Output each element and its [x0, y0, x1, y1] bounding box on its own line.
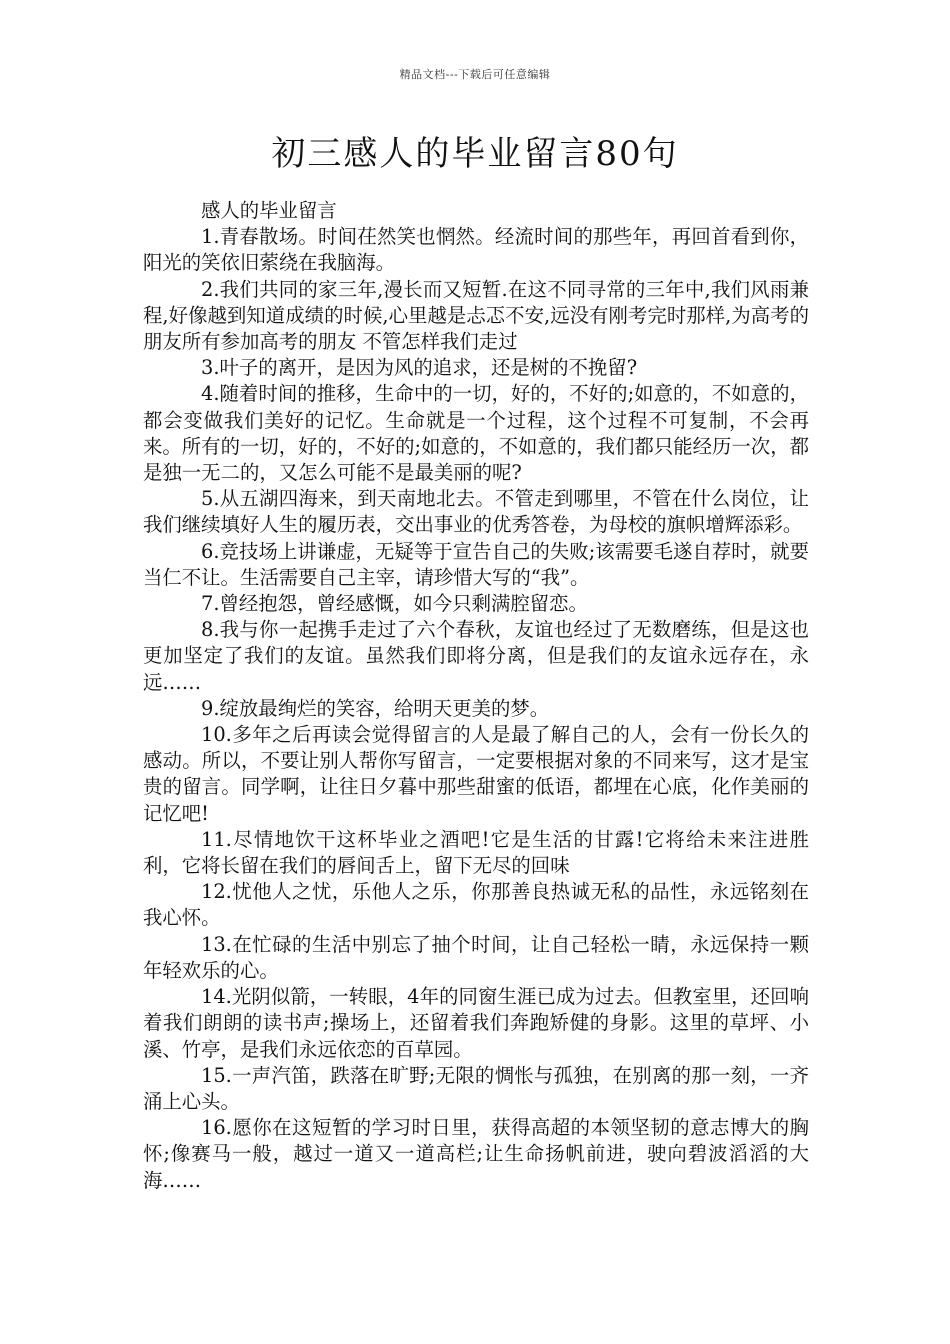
- document-title: 初三感人的毕业留言80句: [271, 134, 679, 174]
- paragraph-16: 16.愿你在这短暂的学习时日里，获得高超的本领坚韧的意志博大的胸怀;像赛马一般，越过一道又一道高栏;让生命扬帆前进，驶向碧波滔滔的大海……: [143, 1116, 809, 1192]
- paragraph-9: 9.绽放最绚烂的笑容，给明天更美的梦。: [201, 696, 550, 720]
- paragraph-10: 10.多年之后再读会觉得留言的人是最了解自己的人，会有一份长久的感动。所以，不要让别人帮你写留言，一定要根据对象的不同来写，这才是宝贵的留言。同学啊，让往日夕暮中那些甜蜜的低语，都埋在心底，化作美丽的记忆吧!: [143, 723, 809, 825]
- paragraph-13: 13.在忙碌的生活中别忘了抽个时间，让自己轻松一睛，永远保持一颗年轻欢乐的心。: [143, 932, 809, 982]
- paragraph-3: 3.叶子的离开，是因为风的追求，还是树的不挽留?: [201, 356, 638, 380]
- paragraph-6: 6.竞技场上讲谦虚，无疑等于宣告自己的失败;该需要毛遂自荐时，就要当仁不让。生活需要自己主宰，请珍惜大写的“我”。: [143, 539, 809, 589]
- paragraph-14: 14.光阴似箭，一转眼，4年的同窗生涯已成为过去。但教室里，还回响着我们朗朗的读书声;操场上，还留着我们奔跑矫健的身影。这里的草坪、小溪、竹亭，是我们永远依恋的百草园。: [143, 985, 809, 1061]
- paragraph-2: 2.我们共同的家三年,漫长而又短暂.在这不同寻常的三年中,我们风雨兼程,好像越到知道成绩的时候,心里越是忐忑不安,远没有刚考完时那样,为高考的朋友所有参加高考的朋友 不管怎样我们走过: [143, 277, 809, 354]
- paragraph-7: 7.曾经抱怨，曾经感慨，如今只剩满腔留恋。: [201, 592, 588, 616]
- paragraph-15: 15.一声汽笛，跌落在旷野;无限的惆怅与孤独，在别离的那一刻，一齐涌上心头。: [143, 1063, 809, 1113]
- header-note: 精品文档---下载后可任意编辑: [399, 68, 551, 81]
- paragraph-11: 11.尽情地饮干这杯毕业之酒吧!它是生活的甘露!它将给未来注进胜利，它将长留在我们的唇间舌上，留下无尽的回味: [143, 827, 809, 878]
- paragraph-5: 5.从五湖四海来，到天南地北去。不管走到哪里，不管在什么岗位，让我们继续填好人生的履历表，交出事业的优秀答卷，为母校的旗帜增辉添彩。: [143, 487, 809, 537]
- document-body: [143, 198, 809, 1194]
- paragraph-8: 8.我与你一起携手走过了六个春秋，友谊也经过了无数磨练，但是这也更加坚定了我们的友谊。虽然我们即将分离，但是我们的友谊永远存在，永远……: [143, 618, 809, 694]
- paragraph-12: 12.忧他人之忧，乐他人之乐，你那善良热诚无私的品性，永远铭刻在我心怀。: [143, 880, 809, 930]
- paragraph-1: 1.青春散场。时间茌然笑也惘然。经流时间的那些年，再回首看到你，阳光的笑依旧萦绕在我脑海。: [143, 225, 809, 275]
- document-subtitle: 感人的毕业留言: [201, 199, 337, 222]
- paragraph-4: 4.随着时间的推移，生命中的一切，好的，不好的;如意的，不如意的，都会变做我们美好的记忆。生命就是一个过程，这个过程不可复制，不会再来。所有的一切，好的，不好的;如意的，不如意的，我们都只能经历一次，都是独一无二的，又怎么可能不是最美丽的呢?: [143, 382, 809, 485]
